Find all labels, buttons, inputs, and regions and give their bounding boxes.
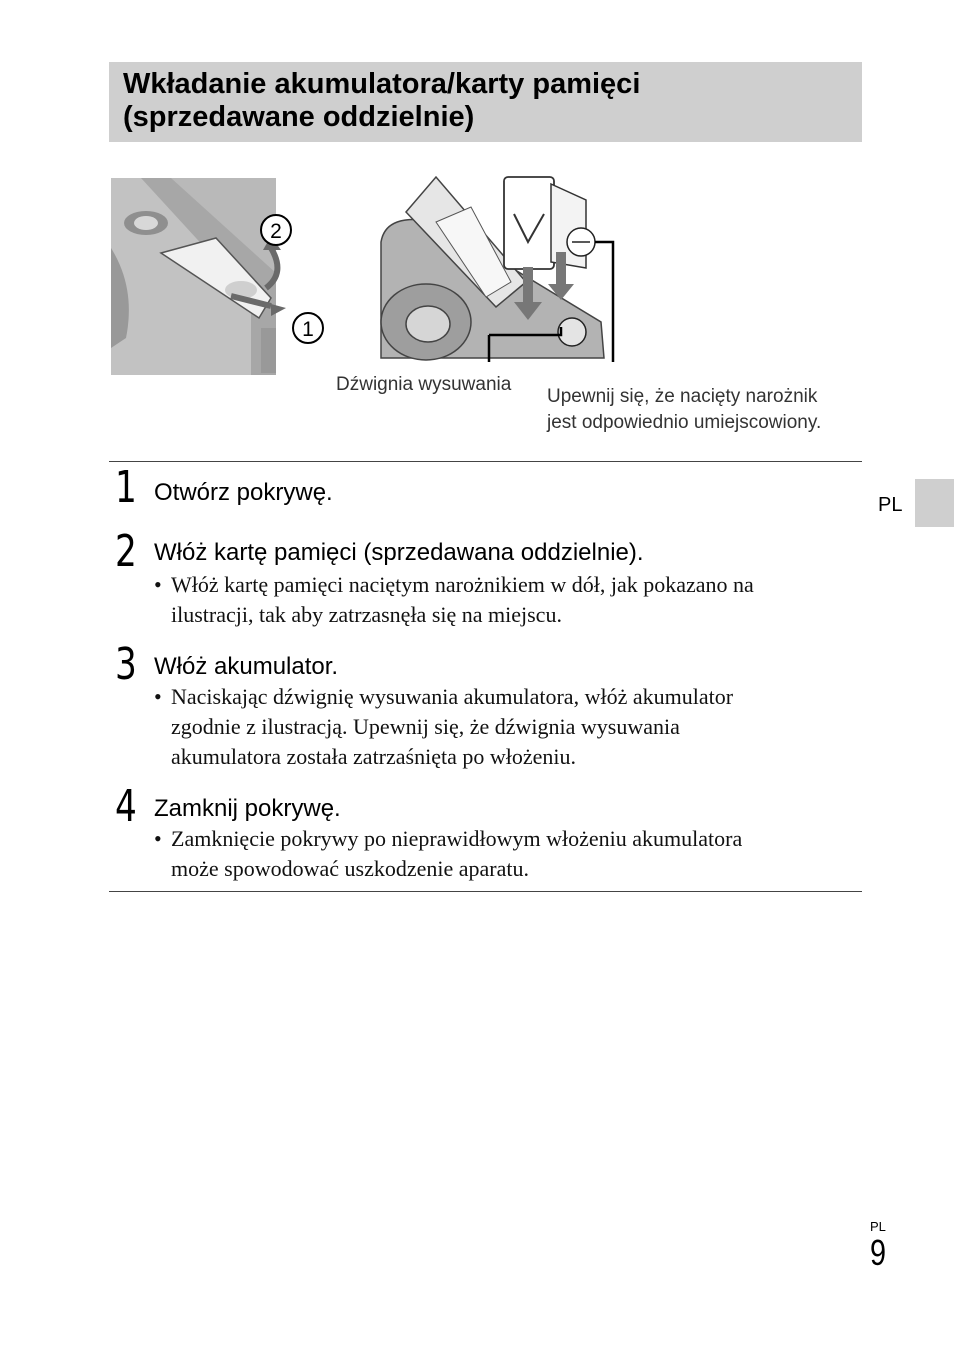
step-2-note-line-2: ilustracji, tak aby zatrzasnęła się na miejscu.	[171, 602, 562, 627]
step-4-number: 4	[115, 781, 137, 832]
step-2-note-line-1: Włóż kartę pamięci naciętym narożnikiem w dół, jak pokazano na	[171, 572, 754, 597]
section-title-bar	[109, 62, 862, 142]
caption-release-lever: Dźwignia wysuwania	[336, 374, 512, 395]
step-3-note	[154, 682, 859, 772]
step-4-bullet: •	[154, 826, 162, 851]
step-1-title: Otwórz pokrywę.	[154, 479, 333, 506]
caption-corner-line-2: jest odpowiednio umiejscowiony.	[547, 412, 822, 433]
step-4-note-line-1: Zamknięcie pokrywy po nieprawidłowym włożeniu akumulatora	[171, 826, 743, 851]
step-3-note-line-2: zgodnie z ilustracją. Upewnij się, że dźwignia wysuwania	[171, 714, 680, 739]
steps-top-rule	[109, 461, 862, 462]
step-2-number: 2	[115, 526, 137, 577]
page-language: PL	[870, 1219, 886, 1234]
page-title-line-2: (sprzedawane oddzielnie)	[123, 101, 475, 133]
step-3-title: Włóż akumulator.	[154, 653, 339, 680]
step-2-bullet: •	[154, 572, 162, 597]
callout-2: 2	[270, 220, 282, 243]
step-4-note-line-2: może spowodować uszkodzenie aparatu.	[171, 856, 529, 881]
step-3-note-line-1: Naciskając dźwignię wysuwania akumulatora, włóż akumulator	[171, 684, 734, 709]
step-4-note	[154, 824, 859, 884]
language-tab-label: PL	[878, 494, 903, 516]
step-3-number: 3	[115, 639, 137, 690]
step-2-note	[154, 570, 859, 630]
page-title	[123, 68, 843, 134]
page-number: 9	[870, 1232, 887, 1273]
caption-corner-note	[547, 384, 821, 436]
page-title-line-1: Wkładanie akumulatora/karty pamięci	[123, 68, 641, 100]
step-3-bullet: •	[154, 684, 162, 709]
open-cover-illustration	[111, 178, 336, 378]
language-tab-marker	[915, 479, 954, 527]
step-4-title: Zamknij pokrywę.	[154, 795, 341, 822]
step-3-note-line-3: akumulatora została zatrzaśnięta po włożeniu.	[171, 744, 576, 769]
step-2-title: Włóż kartę pamięci (sprzedawana oddzielnie).	[154, 539, 644, 566]
caption-corner-line-1: Upewnij się, że nacięty narożnik	[547, 386, 818, 407]
insert-battery-illustration	[376, 172, 616, 362]
step-1-number: 1	[115, 462, 137, 513]
steps-bottom-rule	[109, 891, 862, 892]
callout-1: 1	[302, 318, 314, 341]
